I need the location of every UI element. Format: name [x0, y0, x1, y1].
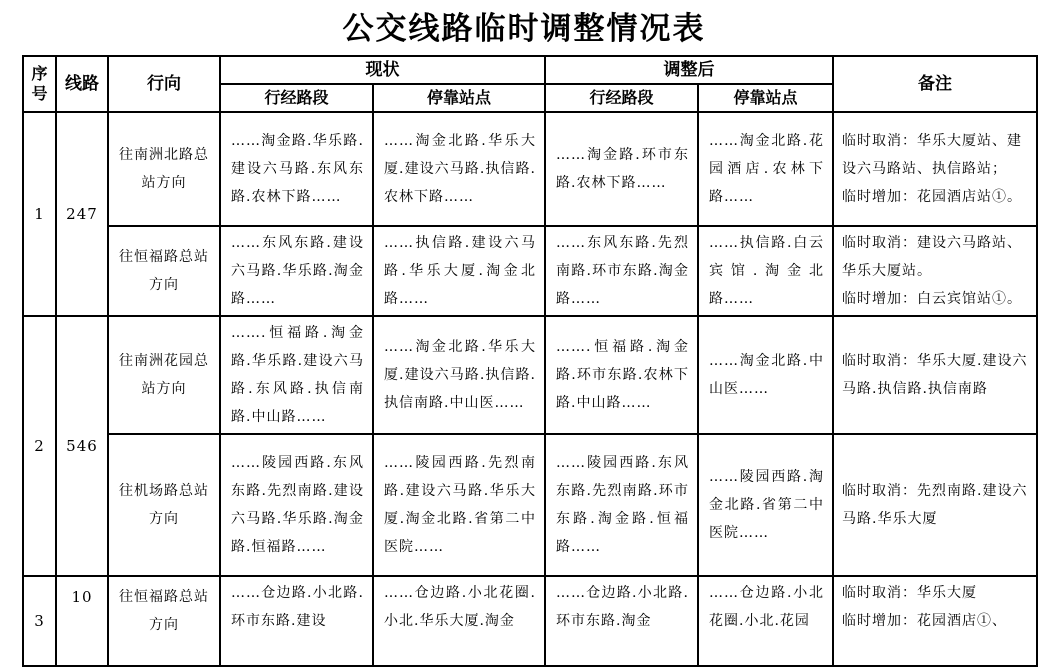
note-line: 临时增加：花园酒店①、 [842, 613, 1007, 629]
adjusted-route-cell: ……陵园西路.东风东路.先烈南路.环市东路.淘金路.恒福路…… [545, 434, 698, 576]
table-row [23, 434, 1037, 576]
current-route-cell: …….恒福路.淘金路.华乐路.建设六马路.东风路.执信南路.中山路…… [220, 316, 373, 434]
current-route-cell: ……东风东路.建设六马路.华乐路.淘金路…… [220, 226, 373, 316]
row-seq: 3 [23, 576, 56, 666]
adjusted-route-cell: ……东风东路.先烈南路.环市东路.淘金路…… [545, 226, 698, 316]
note-cell [833, 316, 1037, 434]
row-direction: 往南洲花园总站方向 [108, 316, 220, 434]
table-row [23, 576, 1037, 666]
current-route-cell: ……陵园西路.东风东路.先烈南路.建设六马路.华乐路.淘金路.恒福路…… [220, 434, 373, 576]
row-line: 546 [56, 316, 108, 576]
header-adjusted-stops: 停靠站点 [698, 84, 833, 112]
current-stops-text: ……仓边路.小北花圈.小北.华乐大厦.淘金 [384, 585, 536, 629]
note-line: 临时取消：华乐大厦.建设六马路.执信路.执信南路 [842, 353, 1028, 397]
header-adjusted: 调整后 [545, 56, 833, 84]
adjusted-route-cell [545, 576, 698, 666]
note-cell [833, 226, 1037, 316]
note-line: 临时取消：先烈南路.建设六马路.华乐大厦 [842, 483, 1028, 527]
row-seq: 2 [23, 316, 56, 576]
row-line: 10 [56, 576, 108, 666]
row-direction-text: 往恒福路总站方向 [119, 589, 209, 633]
note-line: 临时增加：花园酒店站①。 [842, 189, 1022, 205]
header-seq: 序号 [23, 56, 56, 112]
table-row [23, 112, 1037, 226]
note-line: 临时增加：白云宾馆站①。 [842, 291, 1022, 307]
row-seq: 1 [23, 112, 56, 316]
adjusted-stops-cell: ……陵园西路.淘金北路.省第二中医院…… [698, 434, 833, 576]
note-cell [833, 434, 1037, 576]
row-direction: 往南洲北路总站方向 [108, 112, 220, 226]
header-adjusted-route: 行经路段 [545, 84, 698, 112]
note-line: 临时取消：华乐大厦 [842, 585, 977, 601]
header-current: 现状 [220, 56, 545, 84]
adjusted-stops-cell: ……淘金北路.中山医…… [698, 316, 833, 434]
note-cell [833, 112, 1037, 226]
adjusted-stops-cell: ……淘金北路.花园酒店.农林下路…… [698, 112, 833, 226]
row-direction: 往恒福路总站方向 [108, 226, 220, 316]
adjusted-stops-text: ……仓边路.小北花圈.小北.花园 [709, 585, 824, 629]
current-stops-cell [373, 576, 545, 666]
current-route-text: ……仓边路.小北路.环市东路.建设 [231, 585, 364, 629]
adjusted-stops-cell [698, 576, 833, 666]
row-direction [108, 576, 220, 666]
adjusted-stops-cell: ……执信路.白云宾馆.淘金北路…… [698, 226, 833, 316]
header-current-route: 行经路段 [220, 84, 373, 112]
current-stops-cell: ……淘金北路.华乐大厦.建设六马路.执信路.执信南路.中山医…… [373, 316, 545, 434]
adjusted-route-cell: …….恒福路.淘金路.环市东路.农林下路.中山路…… [545, 316, 698, 434]
current-stops-cell: ……陵园西路.先烈南路.建设六马路.华乐大厦.淘金北路.省第二中医院…… [373, 434, 545, 576]
row-line: 247 [56, 112, 108, 316]
header-current-stops: 停靠站点 [373, 84, 545, 112]
route-adjustment-table [22, 55, 1038, 667]
page-title: 公交线路临时调整情况表 [342, 11, 706, 47]
current-route-cell [220, 576, 373, 666]
header-direction: 行向 [108, 56, 220, 112]
table-row [23, 316, 1037, 434]
note-cell [833, 576, 1037, 666]
note-line: 临时取消：华乐大厦站、建设六马路站、执信路站； [842, 133, 1022, 177]
note-line: 临时取消：建设六马路站、华乐大厦站。 [842, 235, 1022, 279]
current-stops-cell: ……执信路.建设六马路.华乐大厦.淘金北路…… [373, 226, 545, 316]
adjusted-route-cell: ……淘金路.环市东路.农林下路…… [545, 112, 698, 226]
current-route-cell: ……淘金路.华乐路.建设六马路.东风东路.农林下路…… [220, 112, 373, 226]
row-direction: 往机场路总站方向 [108, 434, 220, 576]
current-stops-cell: ……淘金北路.华乐大厦.建设六马路.执信路.农林下路…… [373, 112, 545, 226]
adjusted-route-text: ……仓边路.小北路.环市东路.淘金 [556, 585, 689, 629]
header-note: 备注 [833, 56, 1037, 112]
header-line: 线路 [56, 56, 108, 112]
table-row [23, 226, 1037, 316]
